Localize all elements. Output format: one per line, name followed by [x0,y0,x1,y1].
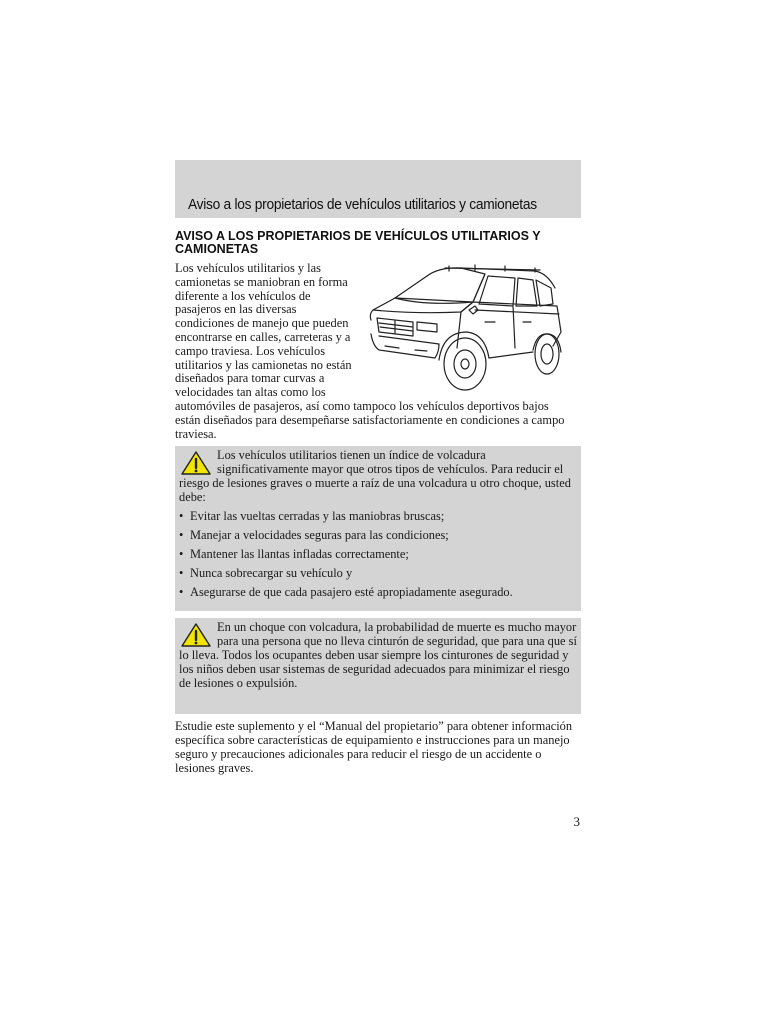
list-item: • Evitar las vueltas cerradas y las maniobras bruscas; [179,509,445,523]
precaution-list [179,509,577,599]
warning-box-rollover [175,446,581,611]
list-item: • Asegurarse de que cada pasajero esté apropiadamente asegurado. [179,585,513,599]
section-heading: AVISO A LOS PROPIETARIOS DE VEHÍCULOS UTILITARIOS Y CAMIONETAS [175,229,541,256]
suv-vehicle-illustration [365,262,565,398]
list-item: • Nunca sobrecargar su vehículo y [179,566,353,580]
list-item: • Manejar a velocidades seguras para las condiciones; [179,528,449,542]
warning-seatbelt-text: En un choque con volcadura, la probabilidad de muerte es mucho mayor para una persona que no lleva cinturón de seguridad, que para una que sí lo lleva. Todos los ocupantes deben usar siempre los cinturones de seguridad y los niños deben usar sistemas de seguridad adecuados para minimizar el riesgo de lesiones o expulsión. [179,620,577,690]
warning-box-seatbelt [175,618,581,714]
closing-section [175,719,581,775]
page-header-title: Aviso a los propietarios de vehículos utilitarios y camionetas [188,197,537,213]
warning-rollover-text: Los vehículos utilitarios tienen un índice de volcadura significativamente mayor que otros tipos de vehículos. Para reducir el riesgo de lesiones graves o muerte a raíz de una volcadura u otro choque, usted debe: [179,448,571,504]
intro-paragraph: Los vehículos utilitarios y las camionetas se maniobran en forma diferente a los vehículos de pasajeros en las diversas condiciones de manejo que pueden encontrarse en calles, carreteras y a campo traviesa. Los vehículos utilitarios y las camionetas no están diseñados para tomar curvas a velocidades tan altas como los automóviles de pasajeros, así como tampoco los vehículos deportivos bajos están diseñados para desempeñarse satisfactoriamente en condiciones a campo traviesa. [175,261,565,441]
warning-triangle-icon [179,450,213,476]
header-band [175,160,581,218]
page-number: 3 [573,814,580,829]
closing-paragraph: Estudie este suplemento y el “Manual del propietario” para obtener información específica sobre características de equipamiento e instrucciones para un manejo seguro y precauciones adicionales para reducir el riesgo de un accidente o lesiones graves. [175,719,573,775]
list-item: • Mantener las llantas infladas correctamente; [179,547,409,561]
warning-triangle-icon [179,622,213,648]
intro-section [175,262,565,441]
